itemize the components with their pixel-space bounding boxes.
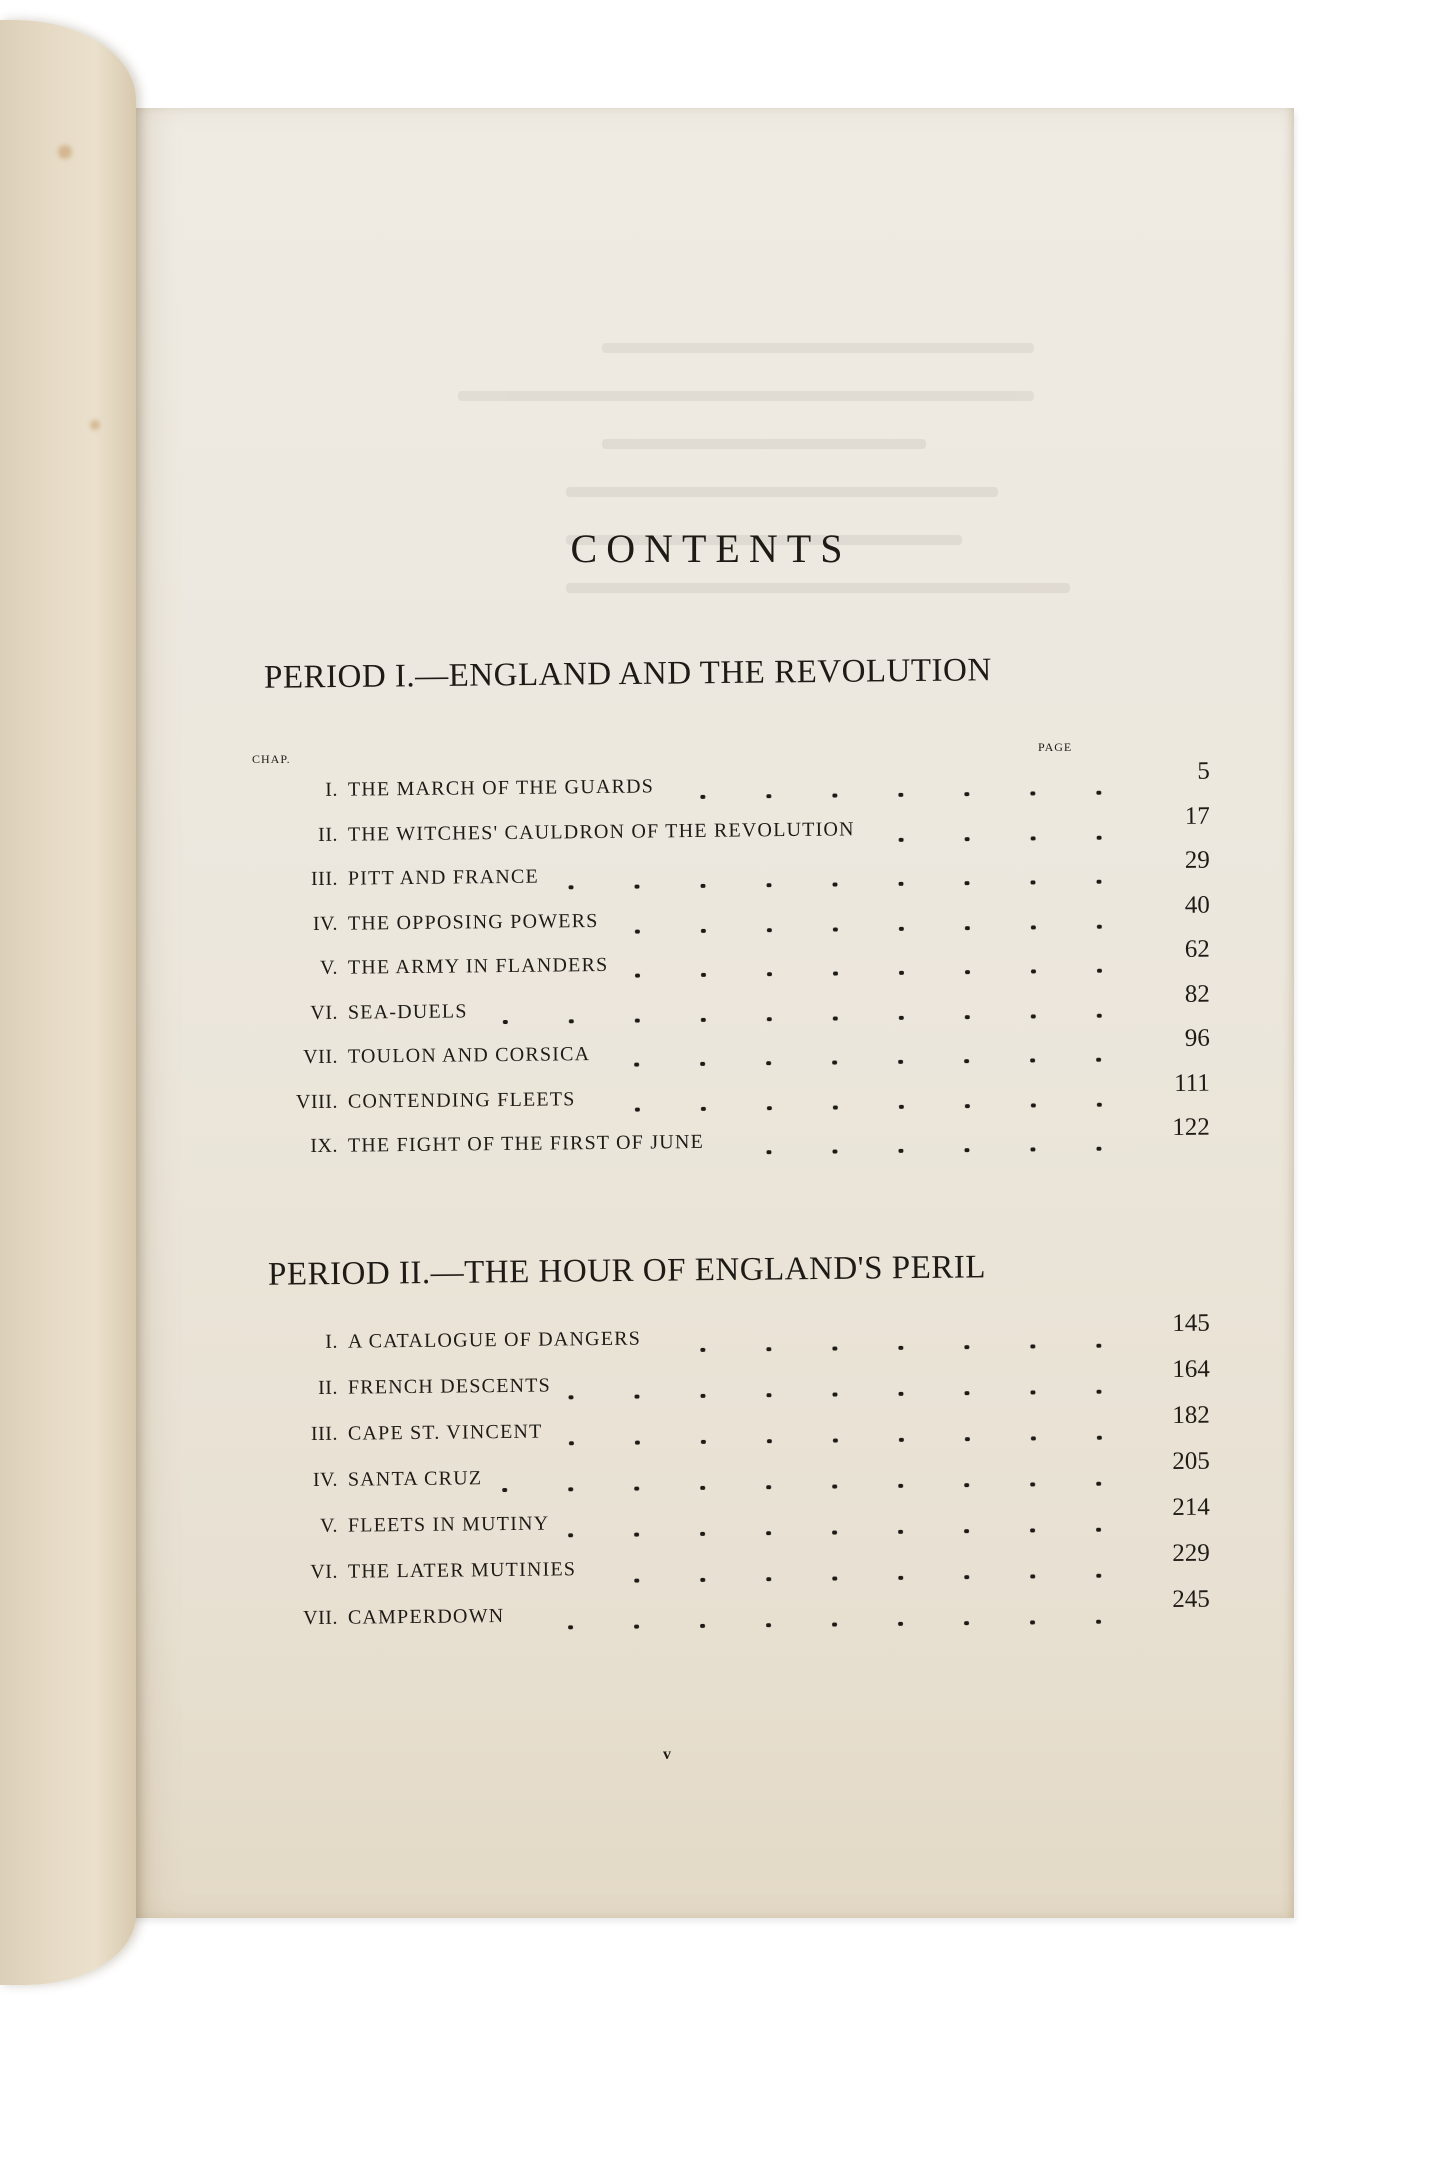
- chapter-title: THE OPPOSING POWERS: [347, 909, 599, 935]
- chapter-title: CAPE ST. VINCENT: [347, 1420, 543, 1445]
- dot-leader: [484, 1013, 1132, 1024]
- page-number: 122: [1172, 1113, 1210, 1142]
- toc-entry[interactable]: [218, 1113, 1218, 1177]
- chapter-title: FLEETS IN MUTINY: [347, 1512, 550, 1537]
- foxing-spot: [58, 145, 72, 159]
- chapter-numeral: VII.: [303, 1606, 339, 1630]
- chapter-title: THE FIGHT OF THE FIRST OF JUNE: [347, 1130, 705, 1157]
- page-number: 82: [1184, 980, 1210, 1008]
- chapter-numeral: V.: [319, 956, 339, 979]
- dot-leader: [565, 1527, 1132, 1537]
- page-number: 145: [1172, 1309, 1210, 1338]
- dot-leader: [624, 969, 1132, 978]
- chapter-numeral: VI.: [310, 1001, 339, 1024]
- foxing-spot: [90, 420, 100, 430]
- dot-leader: [592, 1573, 1132, 1583]
- page-title: CONTENTS: [570, 526, 852, 571]
- dot-leader: [498, 1481, 1132, 1492]
- chapter-title: FRENCH DESCENTS: [347, 1374, 552, 1399]
- dot-leader: [615, 924, 1132, 933]
- chapter-numeral: II.: [317, 1376, 339, 1399]
- page-number: 40: [1184, 891, 1210, 919]
- dot-leader: [670, 791, 1132, 800]
- page-number: 245: [1172, 1585, 1210, 1614]
- chapter-title: THE LATER MUTINIES: [347, 1558, 577, 1583]
- chapter-title: THE WITCHES' CAULDRON OF THE REVOLUTION: [347, 817, 855, 846]
- page-number: 62: [1184, 935, 1210, 963]
- contents-page: [128, 108, 1294, 1918]
- page-number: 214: [1172, 1493, 1210, 1522]
- chapter-title: THE ARMY IN FLANDERS: [347, 953, 609, 979]
- page-number: 111: [1173, 1069, 1210, 1097]
- chapter-title: CAMPERDOWN: [347, 1605, 505, 1629]
- page-number: 17: [1184, 802, 1210, 830]
- chapter-title: THE MARCH OF THE GUARDS: [347, 775, 655, 801]
- page-folio: v: [663, 1746, 671, 1763]
- page-number: 5: [1197, 757, 1210, 785]
- page-number: 164: [1172, 1355, 1210, 1384]
- dot-leader: [606, 1058, 1132, 1068]
- chapter-numeral: VII.: [303, 1045, 339, 1069]
- chapter-numeral: VIII.: [295, 1090, 339, 1113]
- chapter-numeral: III.: [310, 1422, 339, 1446]
- chapter-numeral: I.: [325, 1330, 339, 1353]
- chapter-title: TOULON AND CORSICA: [347, 1043, 591, 1068]
- toc-entry[interactable]: [218, 1585, 1218, 1650]
- facing-page-curl: [0, 20, 136, 1985]
- dot-leader: [559, 1435, 1132, 1445]
- chapter-numeral: V.: [319, 1514, 339, 1537]
- chapter-numeral: IX.: [310, 1134, 339, 1158]
- dot-leader: [520, 1619, 1132, 1629]
- page-number: 205: [1172, 1447, 1210, 1476]
- chapter-title: A CATALOGUE OF DANGERS: [347, 1327, 642, 1353]
- chapter-numeral: III.: [310, 867, 339, 891]
- chapter-numeral: VI.: [310, 1560, 339, 1584]
- dot-leader: [871, 835, 1132, 842]
- period-heading-1: PERIOD I.—ENGLAND AND THE REVOLUTION: [263, 652, 992, 696]
- chapter-numeral: IV.: [312, 912, 339, 935]
- chapter-title: SANTA CRUZ: [347, 1467, 483, 1491]
- dot-leader: [720, 1147, 1132, 1155]
- dot-leader: [567, 1389, 1132, 1399]
- page-number: 96: [1184, 1024, 1210, 1052]
- chapter-title: PITT AND FRANCE: [347, 865, 540, 890]
- chapter-numeral: I.: [325, 778, 339, 801]
- dot-leader: [657, 1343, 1132, 1352]
- chapter-numeral: IV.: [312, 1468, 339, 1492]
- page-column-label: PAGE: [1038, 740, 1073, 754]
- chapter-column-label: CHAP.: [252, 752, 291, 766]
- page-number: 182: [1172, 1401, 1210, 1430]
- page-number: 229: [1172, 1539, 1210, 1568]
- chapter-title: SEA-DUELS: [347, 999, 468, 1024]
- period-heading-2: PERIOD II.—THE HOUR OF ENGLAND'S PERIL: [267, 1249, 987, 1293]
- page-number: 29: [1184, 846, 1210, 874]
- chapter-title: CONTENDING FLEETS: [347, 1087, 576, 1113]
- chapter-numeral: II.: [317, 823, 339, 846]
- dot-leader: [592, 1102, 1132, 1112]
- period-2-chapter-list: [218, 1309, 1218, 1650]
- dot-leader: [555, 880, 1132, 890]
